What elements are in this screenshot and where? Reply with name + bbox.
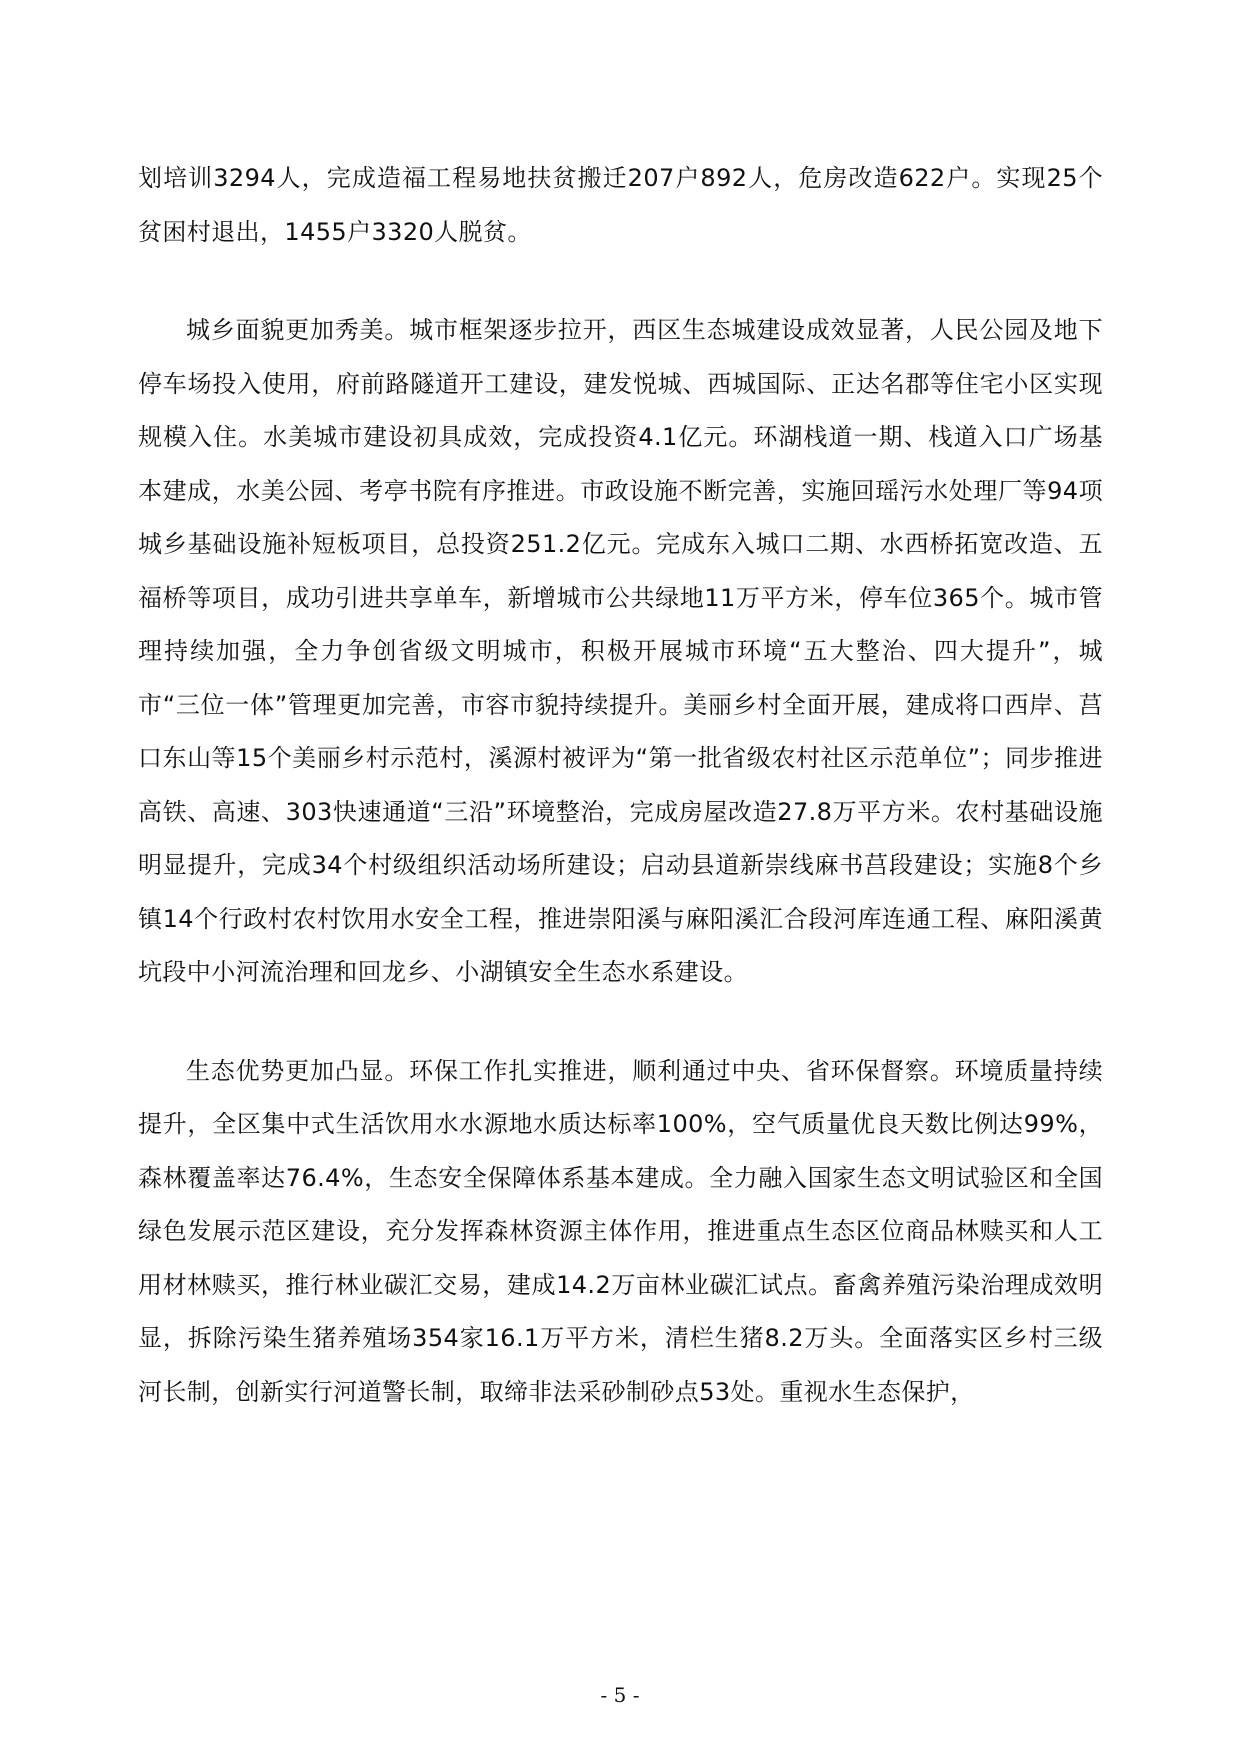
- page-number: - 5 -: [600, 1683, 640, 1707]
- paragraph-ecological-advantage: 生态优势更加凸显。环保工作扎实推进，顺利通过中央、省环保督察。环境质量持续提升，全区集中式生活饮用水水源地水质达标率100%，空气质量优良天数比例达99%，森林覆盖率达76.4%，生态安全保障体系基本建成。全力融入国家生态文明试验区和全国绿色发展示范区建设，充分发挥森林资源主体作用，推进重点生态区位商品林赎买和人工用材林赎买，推行林业碳汇交易，建成14.2万亩林业碳汇试点。畜禽养殖污染治理成效明显，拆除污染生猪养殖场354家16.1万平方米，清栏生猪8.2万头。全面落实区乡村三级河长制，创新实行河道警长制，取缔非法采砂制砂点53处。重视水生态保护，: [138, 1056, 1103, 1406]
- document-body: [138, 152, 1103, 1419]
- paragraph-urban-rural-appearance: 城乡面貌更加秀美。城市框架逐步拉开，西区生态城建设成效显著，人民公园及地下停车场投入使用，府前路隧道开工建设，建发悦城、西城国际、正达名郡等住宅小区实现规模入住。水美城市建设初具成效，完成投资4.1亿元。环湖栈道一期、栈道入口广场基本建成，水美公园、考亭书院有序推进。市政设施不断完善，实施回瑶污水处理厂等94项城乡基础设施补短板项目，总投资251.2亿元。完成东入城口二期、水西桥拓宽改造、五福桥等项目，成功引进共享单车，新增城市公共绿地11万平方米，停车位365个。城市管理持续加强，全力争创省级文明城市，积极开展城市环境“五大整治、四大提升”，城市“三位一体”管理更加完善，市容市貌持续提升。美丽乡村全面开展，建成将口西岸、莒口东山等15个美丽乡村示范村，溪源村被评为“第一批省级农村社区示范单位”；同步推进高铁、高速、303快速通道“三沿”环境整治，完成房屋改造27.8万平方米。农村基础设施明显提升，完成34个村级组织活动场所建设；启动县道新崇线麻书莒段建设；实施8个乡镇14个行政村农村饮用水安全工程，推进崇阳溪与麻阳溪汇合段河库连通工程、麻阳溪黄坑段中小河流治理和回龙乡、小湖镇安全生态水系建设。: [138, 316, 1103, 986]
- paragraph-poverty-alleviation: 划培训3294人，完成造福工程易地扶贫搬迁207户892人，危房改造622户。实现25个贫困村退出，1455户3320人脱贫。: [138, 164, 1103, 246]
